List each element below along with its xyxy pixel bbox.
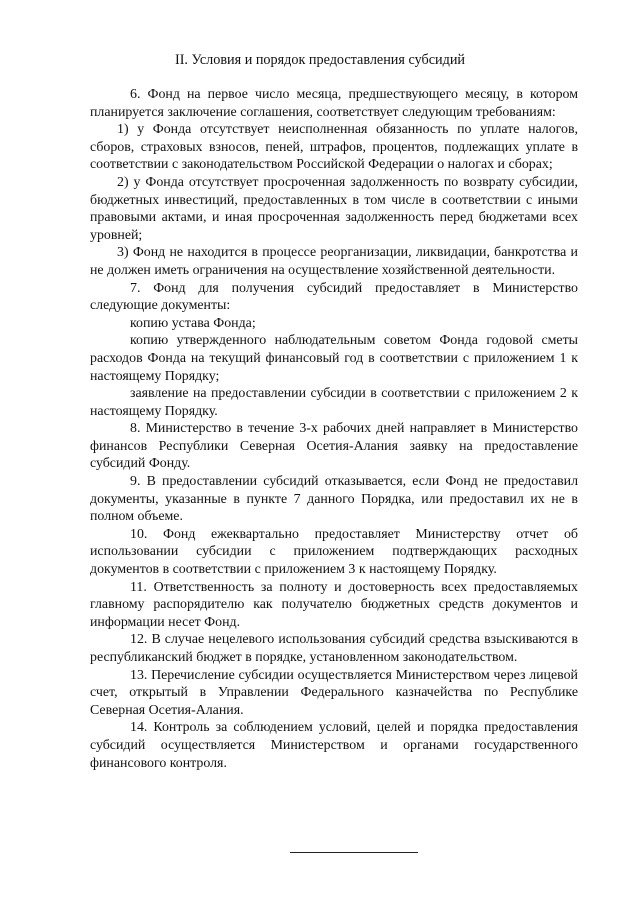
paragraph-14: 14. Контроль за соблюдением условий, целей и порядка предоставления субсидий осуществляется Министерством и органами государственного финансового контроля. [90, 720, 578, 771]
paragraph-6: 6. Фонд на первое число месяца, предшествующего месяцу, в котором планируется заключение соглашения, соответствует следующим требованиям: [90, 87, 578, 120]
paragraph-7-doc-3: заявление на предоставлении субсидии в соответствии с приложением 2 к настоящему Порядку. [90, 386, 578, 419]
paragraph-12: 12. В случае нецелевого использования субсидий средства взыскиваются в республиканский бюджет в порядке, установленном законодательством. [90, 632, 578, 665]
paragraph-8: 8. Министерство в течение 3-х рабочих дней направляет в Министерство финансов Республики Северная Осетия-Алания заявку на предоставление субсидий Фонду. [90, 421, 578, 472]
paragraph-7-doc-1: копию устава Фонда; [130, 315, 256, 331]
paragraph-6-item-2: 2) у Фонда отсутствует просроченная задолженность по возврату субсидии, бюджетных инвестиций, предоставленных в том числе в соответствии с иными правовыми актами, и иная просроченная задолженность перед бюджетами всех уровней; [90, 174, 578, 243]
document-body [90, 86, 578, 772]
paragraph-6-item-3: 3) Фонд не находится в процессе реорганизации, ликвидации, банкротства и не должен иметь ограничения на осуществление хозяйственной деятельности. [90, 245, 578, 278]
paragraph-10: 10. Фонд ежеквартально предоставляет Министерству отчет об использовании субсидии с приложением подтверждающих расходных документов в соответствии с приложением 3 к настоящему Порядку. [90, 526, 578, 578]
paragraph-9: 9. В предоставлении субсидий отказывается, если Фонд не предоставил документы, указанные в пункте 7 данного Порядка, или предоставил их не в полном объеме. [90, 474, 578, 525]
closing-rule [290, 852, 418, 853]
paragraph-7: 7. Фонд для получения субсидий предоставляет в Министерство следующие документы: [90, 280, 578, 314]
paragraph-13: 13. Перечисление субсидии осуществляется Министерством через лицевой счет, открытый в Управлении Федерального казначейства по Республике Северная Осетия-Алания. [90, 667, 578, 718]
paragraph-6-item-1: 1) у Фонда отсутствует неисполненная обязанность по уплате налогов, сборов, страховых взносов, пеней, штрафов, процентов, подлежащих уплате в соответствии с законодательством Российской Федерации о налогах и сборах; [90, 122, 578, 173]
paragraph-7-doc-2: копию утвержденного наблюдательным советом Фонда годовой сметы расходов Фонда на текущий финансовый год в соответствии с приложением 1 к настоящему Порядку; [90, 333, 578, 384]
section-title: II. Условия и порядок предоставления субсидий [174, 52, 466, 68]
paragraph-11: 11. Ответственность за полноту и достоверность всех предоставляемых главному распорядителю как получателю бюджетных средств документов и информации несет Фонд. [90, 579, 578, 630]
